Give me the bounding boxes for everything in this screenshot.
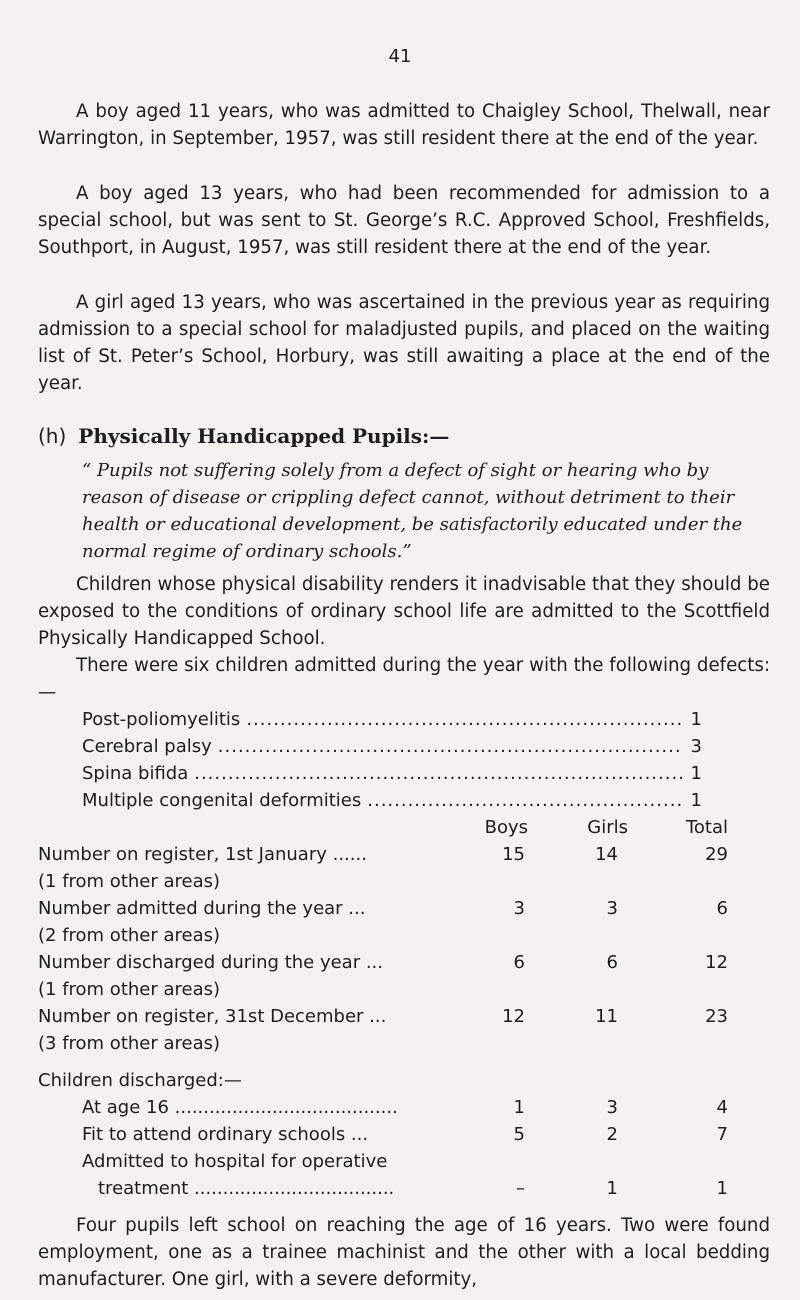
cell-total: 1 (716, 1178, 728, 1199)
paragraph-scottfield: Children whose physical disability renders it inadvisable that they should be exposed to the conditions of ordinary school life are admitted to the Scottfield Physically Handicapped School. (38, 574, 770, 649)
paragraph-defects-intro: There were six children admitted during the year with the following defects:— (38, 655, 770, 703)
list-item (82, 787, 702, 814)
row-label: Number on register, 31st December ... (38, 1006, 387, 1027)
section-heading (38, 424, 449, 448)
row-label: Number discharged during the year ... (38, 952, 383, 973)
note-text: (3 from other areas) (38, 1033, 221, 1054)
list-item (82, 706, 702, 733)
cell-total: 7 (716, 1124, 728, 1145)
cell-boys: 12 (502, 1006, 525, 1027)
cell-total: 29 (705, 844, 728, 865)
note-text: (1 from other areas) (38, 871, 221, 892)
paragraph-chaigley: A boy aged 11 years, who was admitted to Chaigley School, Thelwall, near Warrington, in September, 1957, was still resident there at the end of the year. (38, 101, 770, 149)
cell-total: 6 (716, 898, 728, 919)
row-note (38, 1030, 728, 1057)
row-note (38, 922, 728, 949)
table-row (38, 1121, 728, 1148)
row-label: At age 16 ....................................... (82, 1097, 398, 1118)
defect-count: 1 (690, 709, 702, 730)
cell-total: 4 (716, 1097, 728, 1118)
paragraph-closing: Four pupils left school on reaching the age of 16 years. Two were found employment, one as a trainee machinist and the other with a local bedding manufacturer. One girl, with a severe deformity, (38, 1215, 770, 1290)
row-label: Number on register, 1st January ...... (38, 844, 367, 865)
table-row (38, 949, 728, 976)
cell-boys: 15 (502, 844, 525, 865)
header-boys: Boys (484, 817, 528, 838)
defect-name: Post-poliomyelitis (82, 709, 241, 730)
cell-girls: 2 (606, 1124, 618, 1145)
cell-boys: 6 (513, 952, 525, 973)
section-title: Physically Handicapped Pupils:— (78, 424, 450, 448)
cell-girls: 3 (606, 1097, 618, 1118)
paragraph-st-peters: A girl aged 13 years, who was ascertained in the previous year as requiring admission to a special school for maladjusted pupils, and placed on the waiting list of St. Peter’s School, Horbury, was still awaiting a place at the end of the year. (38, 292, 770, 394)
table-row (38, 1003, 728, 1030)
discharged-heading (38, 1067, 728, 1094)
defect-count: 1 (690, 790, 702, 811)
defect-name: Multiple congenital deformities (82, 790, 362, 811)
list-item (82, 760, 702, 787)
cell-boys: 3 (513, 898, 525, 919)
table-row (38, 841, 728, 868)
list-item (82, 733, 702, 760)
cell-girls: 14 (595, 844, 618, 865)
row-note (38, 868, 728, 895)
note-text: (2 from other areas) (38, 925, 221, 946)
row-label: Fit to attend ordinary schools ... (82, 1124, 369, 1145)
cell-boys: – (516, 1178, 525, 1199)
definition-quote: “ Pupils not suffering solely from a defect of sight or hearing who by reason of disease or crippling defect cannot, without detriment to their health or educational development, be satisfactorily educated under the normal regime of ordinary schools.” (82, 460, 743, 562)
table-header (38, 814, 728, 841)
paragraph-st-georges: A boy aged 13 years, who had been recommended for admission to a special school, but was sent to St. George’s R.C. Approved School, Freshfields, Southport, in August, 1957, was still resident there at the end of the year. (38, 183, 770, 258)
defect-count: 3 (690, 736, 702, 757)
cell-boys: 1 (513, 1097, 525, 1118)
cell-girls: 1 (606, 1178, 618, 1199)
discharged-heading-text: Children discharged:— (38, 1070, 242, 1091)
defect-name: Cerebral palsy (82, 736, 212, 757)
register-table (38, 814, 728, 1202)
table-row (38, 1094, 728, 1121)
cell-total: 23 (705, 1006, 728, 1027)
header-total: Total (685, 817, 728, 838)
cell-total: 12 (705, 952, 728, 973)
row-note (38, 976, 728, 1003)
cell-girls: 3 (606, 898, 618, 919)
table-row (38, 895, 728, 922)
note-text: (1 from other areas) (38, 979, 221, 1000)
row-label: Number admitted during the year ... (38, 898, 366, 919)
page-number: 41 (388, 46, 412, 67)
table-row-continued (38, 1175, 728, 1202)
defect-name: Spina bifida (82, 763, 189, 784)
cell-girls: 11 (595, 1006, 618, 1027)
defects-list (82, 706, 702, 814)
header-girls: Girls (587, 817, 628, 838)
defect-count: 1 (690, 763, 702, 784)
cell-boys: 5 (513, 1124, 525, 1145)
cell-girls: 6 (606, 952, 618, 973)
section-letter: (h) (38, 424, 67, 448)
row-label-continued: treatment ................................... (98, 1178, 395, 1199)
table-row (38, 1148, 728, 1175)
row-label: Admitted to hospital for operative (82, 1151, 388, 1172)
